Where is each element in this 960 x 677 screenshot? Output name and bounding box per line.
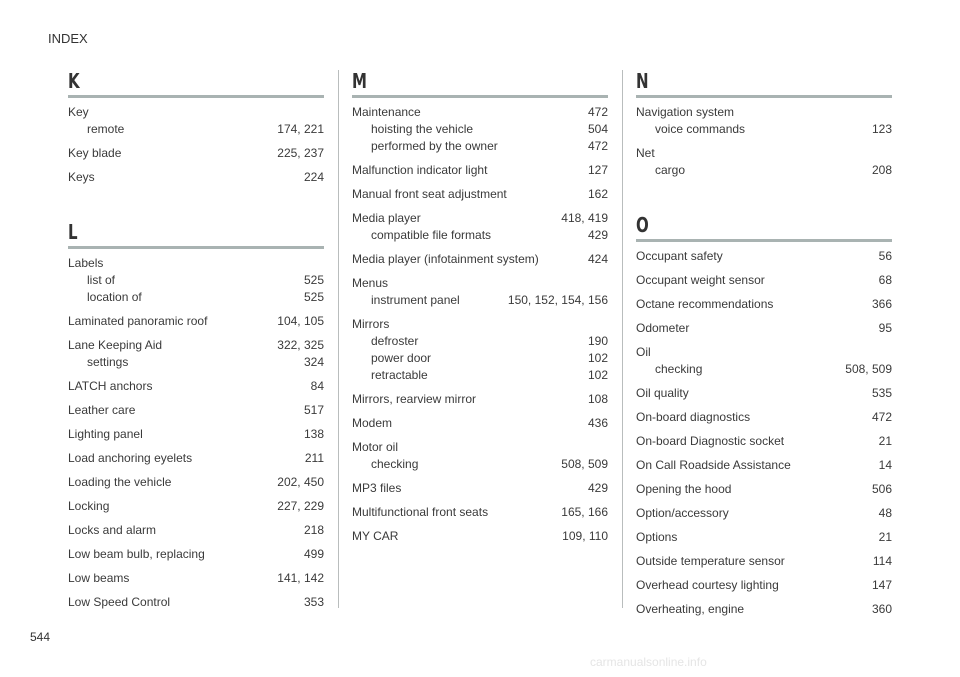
subentry-pages: 429 (587, 228, 608, 242)
subentry-term: remote (87, 122, 125, 136)
index-entry (636, 481, 892, 498)
entry-pages: 472 (871, 410, 892, 424)
subentry-list (636, 162, 892, 179)
entry-pages: 535 (871, 386, 892, 400)
entry-pages: 353 (303, 595, 324, 609)
entry-pages: 56 (878, 249, 892, 263)
entry-pages: 109, 110 (562, 529, 608, 543)
subentry-row (87, 289, 324, 306)
entry-pages: 141, 142 (277, 571, 324, 585)
entry-row (636, 577, 892, 594)
entry-pages: 95 (878, 321, 892, 335)
subentry-pages: 525 (303, 290, 324, 304)
entry-pages: 211 (304, 451, 324, 465)
entry-row (636, 344, 892, 361)
entry-row (636, 601, 892, 618)
entry-pages: 360 (871, 602, 892, 616)
index-entry (352, 251, 608, 268)
entry-pages: 218 (303, 523, 324, 537)
entry-row (68, 426, 324, 443)
entry-row (68, 450, 324, 467)
entry-row (352, 186, 608, 203)
subentry-list (68, 354, 324, 371)
entry-row (636, 385, 892, 402)
index-entry (68, 474, 324, 491)
section-gap (68, 193, 324, 219)
subentry-pages: 174, 221 (277, 122, 324, 136)
entry-term: Multifunctional front seats (352, 505, 489, 519)
entry-term: Low beams (68, 571, 130, 585)
index-entry (636, 529, 892, 546)
entry-term: Leather care (68, 403, 136, 417)
entry-term: MP3 files (352, 481, 402, 495)
entry-row (636, 320, 892, 337)
section-rule (352, 95, 608, 98)
section-rule (636, 239, 892, 242)
index-entry (352, 504, 608, 521)
subentry-list (68, 272, 324, 306)
entry-pages: 418, 419 (561, 211, 608, 225)
entry-row (68, 402, 324, 419)
subentry-term: power door (371, 351, 432, 365)
entry-term: On-board diagnostics (636, 410, 751, 424)
entry-row (636, 457, 892, 474)
entry-row (352, 480, 608, 497)
subentry-pages: 102 (587, 368, 608, 382)
entry-term: Occupant weight sensor (636, 273, 765, 287)
index-section (68, 219, 324, 611)
index-entry (68, 169, 324, 186)
index-entry (636, 433, 892, 450)
entry-row (68, 313, 324, 330)
entry-row (68, 104, 324, 121)
index-column-2 (352, 68, 608, 552)
index-entry (352, 162, 608, 179)
entry-pages: 48 (878, 506, 892, 520)
subentry-term: checking (371, 457, 419, 471)
index-entry (68, 570, 324, 587)
entry-row (68, 498, 324, 515)
subentry-list (636, 121, 892, 138)
entry-row (636, 481, 892, 498)
subentry-row (655, 361, 892, 378)
subentry-term: compatible file formats (371, 228, 492, 242)
page-number: 544 (30, 630, 51, 644)
subentry-term: settings (87, 355, 129, 369)
entry-term: Low Speed Control (68, 595, 171, 609)
subentry-pages: 190 (587, 334, 608, 348)
subentry-row (371, 456, 608, 473)
entry-pages: 104, 105 (277, 314, 324, 328)
index-entry (68, 145, 324, 162)
entry-pages: 114 (872, 554, 892, 568)
entry-row (352, 162, 608, 179)
index-entry (68, 522, 324, 539)
entry-pages: 127 (587, 163, 608, 177)
watermark: carmanualsonline.info (590, 655, 707, 669)
entry-term: Menus (352, 276, 389, 290)
entry-term: Navigation system (636, 105, 735, 119)
entry-term: Options (636, 530, 678, 544)
subentry-pages: 508, 509 (845, 362, 892, 376)
index-entry (636, 505, 892, 522)
subentry-row (371, 367, 608, 384)
index-entry (68, 426, 324, 443)
entry-pages: 108 (587, 392, 608, 406)
entry-term: Locking (68, 499, 110, 513)
subentry-term: performed by the owner (371, 139, 498, 153)
entry-pages: 227, 229 (277, 499, 324, 513)
subentry-term: retractable (371, 368, 428, 382)
entry-term: Lighting panel (68, 427, 143, 441)
index-entry (68, 378, 324, 395)
subentry-pages: 324 (303, 355, 324, 369)
entry-pages: 147 (871, 578, 892, 592)
entry-row (636, 296, 892, 313)
index-entry (352, 415, 608, 432)
subentry-term: hoisting the vehicle (371, 122, 474, 136)
entry-row (636, 272, 892, 289)
subentry-pages: 102 (587, 351, 608, 365)
index-entry (636, 272, 892, 289)
entry-term: Labels (68, 256, 104, 270)
subentry-list (636, 361, 892, 378)
index-entry (636, 601, 892, 618)
column-divider (622, 70, 623, 608)
entry-pages: 84 (310, 379, 324, 393)
section-rule (68, 246, 324, 249)
entry-term: Key (68, 105, 89, 119)
entry-row (636, 248, 892, 265)
subentry-row (371, 333, 608, 350)
index-column-3 (636, 68, 892, 625)
page-header: INDEX (48, 31, 88, 46)
entry-pages: 202, 450 (277, 475, 324, 489)
index-section (68, 68, 324, 186)
index-section (636, 212, 892, 618)
index-entry (352, 210, 608, 244)
entry-term: Lane Keeping Aid (68, 338, 163, 352)
entry-term: Oil quality (636, 386, 689, 400)
entry-pages: 429 (587, 481, 608, 495)
entry-term: LATCH anchors (68, 379, 153, 393)
entry-term: Media player (infotainment system) (352, 252, 539, 266)
subentry-list (352, 456, 608, 473)
index-entry (636, 344, 892, 378)
entry-term: Occupant safety (636, 249, 723, 263)
index-entry (352, 391, 608, 408)
entry-term: Odometer (636, 321, 690, 335)
entry-pages: 472 (587, 105, 608, 119)
entry-row (68, 546, 324, 563)
index-entry (636, 457, 892, 474)
entry-term: Mirrors, rearview mirror (352, 392, 476, 406)
entry-row (352, 528, 608, 545)
entry-row (68, 337, 324, 354)
entry-term: Key blade (68, 146, 122, 160)
index-entry (352, 439, 608, 473)
index-column-1 (68, 68, 324, 618)
subentry-term: defroster (371, 334, 419, 348)
entry-pages: 165, 166 (561, 505, 608, 519)
entry-term: Octane recommendations (636, 297, 774, 311)
subentry-pages: 508, 509 (561, 457, 608, 471)
index-entry (68, 337, 324, 371)
subentry-pages: 150, 152, 154, 156 (507, 293, 608, 307)
subentry-term: checking (655, 362, 703, 376)
entry-pages: 366 (871, 297, 892, 311)
subentry-row (87, 354, 324, 371)
entry-term: On-board Diagnostic socket (636, 434, 785, 448)
entry-term: Option/accessory (636, 506, 729, 520)
entry-term: Locks and alarm (68, 523, 157, 537)
subentry-pages: 525 (303, 273, 324, 287)
entry-row (352, 210, 608, 227)
index-entry (636, 248, 892, 265)
entry-row (636, 409, 892, 426)
entry-term: Net (636, 146, 655, 160)
entry-row (352, 316, 608, 333)
entry-pages: 517 (303, 403, 324, 417)
entry-pages: 506 (871, 482, 892, 496)
index-entry (68, 450, 324, 467)
entry-term: Laminated panoramic roof (68, 314, 208, 328)
index-entry (636, 577, 892, 594)
entry-term: Keys (68, 170, 95, 184)
index-entry (352, 316, 608, 384)
entry-row (636, 529, 892, 546)
entry-row (68, 145, 324, 162)
index-section (636, 68, 892, 179)
entry-term: Overheating, engine (636, 602, 745, 616)
subentry-list (352, 121, 608, 155)
subentry-pages: 123 (871, 122, 892, 136)
entry-row (68, 594, 324, 611)
entry-term: Motor oil (352, 440, 399, 454)
index-entry (68, 402, 324, 419)
entry-row (352, 415, 608, 432)
index-entry (68, 594, 324, 611)
index-entry (68, 546, 324, 563)
section-letter: N (636, 69, 649, 93)
subentry-row (655, 162, 892, 179)
entry-pages: 224 (303, 170, 324, 184)
entry-term: Low beam bulb, replacing (68, 547, 205, 561)
subentry-term: location of (87, 290, 142, 304)
subentry-row (371, 138, 608, 155)
index-entry (636, 296, 892, 313)
entry-pages: 162 (587, 187, 608, 201)
entry-row (68, 522, 324, 539)
entry-row (636, 433, 892, 450)
section-letter: M (352, 69, 367, 93)
subentry-list (68, 121, 324, 138)
entry-row (352, 391, 608, 408)
index-entry (352, 480, 608, 497)
entry-pages: 499 (303, 547, 324, 561)
index-entry (352, 275, 608, 309)
entry-pages: 424 (587, 252, 608, 266)
index-entry (68, 104, 324, 138)
subentry-row (87, 121, 324, 138)
subentry-term: cargo (655, 163, 686, 177)
subentry-pages: 472 (587, 139, 608, 153)
index-entry (636, 553, 892, 570)
index-entry (636, 104, 892, 138)
section-gap (636, 186, 892, 212)
section-letter: L (68, 220, 78, 244)
entry-row (636, 553, 892, 570)
entry-pages: 21 (878, 530, 892, 544)
entry-row (352, 439, 608, 456)
index-entry (68, 255, 324, 306)
subentry-term: list of (87, 273, 116, 287)
index-entry (68, 313, 324, 330)
entry-row (636, 145, 892, 162)
entry-term: Loading the vehicle (68, 475, 172, 489)
entry-row (636, 104, 892, 121)
subentry-term: instrument panel (371, 293, 460, 307)
entry-row (352, 104, 608, 121)
index-entry (636, 385, 892, 402)
index-entry (352, 528, 608, 545)
entry-term: Media player (352, 211, 421, 225)
entry-row (352, 275, 608, 292)
entry-pages: 322, 325 (277, 338, 324, 352)
subentry-pages: 504 (587, 122, 608, 136)
entry-term: Manual front seat adjustment (352, 187, 507, 201)
entry-term: Modem (352, 416, 393, 430)
entry-term: Maintenance (352, 105, 421, 119)
entry-row (636, 505, 892, 522)
entry-pages: 436 (587, 416, 608, 430)
subentry-term: voice commands (655, 122, 746, 136)
section-rule (68, 95, 324, 98)
index-entry (68, 498, 324, 515)
entry-term: MY CAR (352, 529, 399, 543)
section-letter: K (68, 69, 80, 93)
entry-term: Oil (636, 345, 651, 359)
entry-row (68, 169, 324, 186)
entry-row (68, 474, 324, 491)
entry-term: Mirrors (352, 317, 390, 331)
entry-term: On Call Roadside Assistance (636, 458, 791, 472)
entry-pages: 225, 237 (277, 146, 324, 160)
entry-term: Malfunction indicator light (352, 163, 488, 177)
index-entry (636, 409, 892, 426)
entry-term: Outside temperature sensor (636, 554, 785, 568)
entry-pages: 68 (878, 273, 892, 287)
entry-term: Opening the hood (636, 482, 732, 496)
entry-row (68, 378, 324, 395)
index-entry (636, 320, 892, 337)
index-entry (636, 145, 892, 179)
entry-row (68, 570, 324, 587)
entry-pages: 138 (303, 427, 324, 441)
entry-row (352, 504, 608, 521)
section-rule (636, 95, 892, 98)
entry-row (352, 251, 608, 268)
entry-term: Overhead courtesy lighting (636, 578, 779, 592)
column-divider (338, 70, 339, 608)
subentry-list (352, 227, 608, 244)
subentry-pages: 208 (871, 163, 892, 177)
entry-row (68, 255, 324, 272)
entry-term: Load anchoring eyelets (68, 451, 193, 465)
index-entry (352, 186, 608, 203)
subentry-list (352, 333, 608, 384)
subentry-row (371, 227, 608, 244)
subentry-row (371, 350, 608, 367)
section-letter: O (636, 213, 649, 237)
subentry-row (655, 121, 892, 138)
subentry-list (352, 292, 608, 309)
subentry-row (371, 292, 608, 309)
entry-pages: 21 (878, 434, 892, 448)
index-entry (352, 104, 608, 155)
subentry-row (87, 272, 324, 289)
subentry-row (371, 121, 608, 138)
index-section (352, 68, 608, 545)
entry-pages: 14 (878, 458, 892, 472)
